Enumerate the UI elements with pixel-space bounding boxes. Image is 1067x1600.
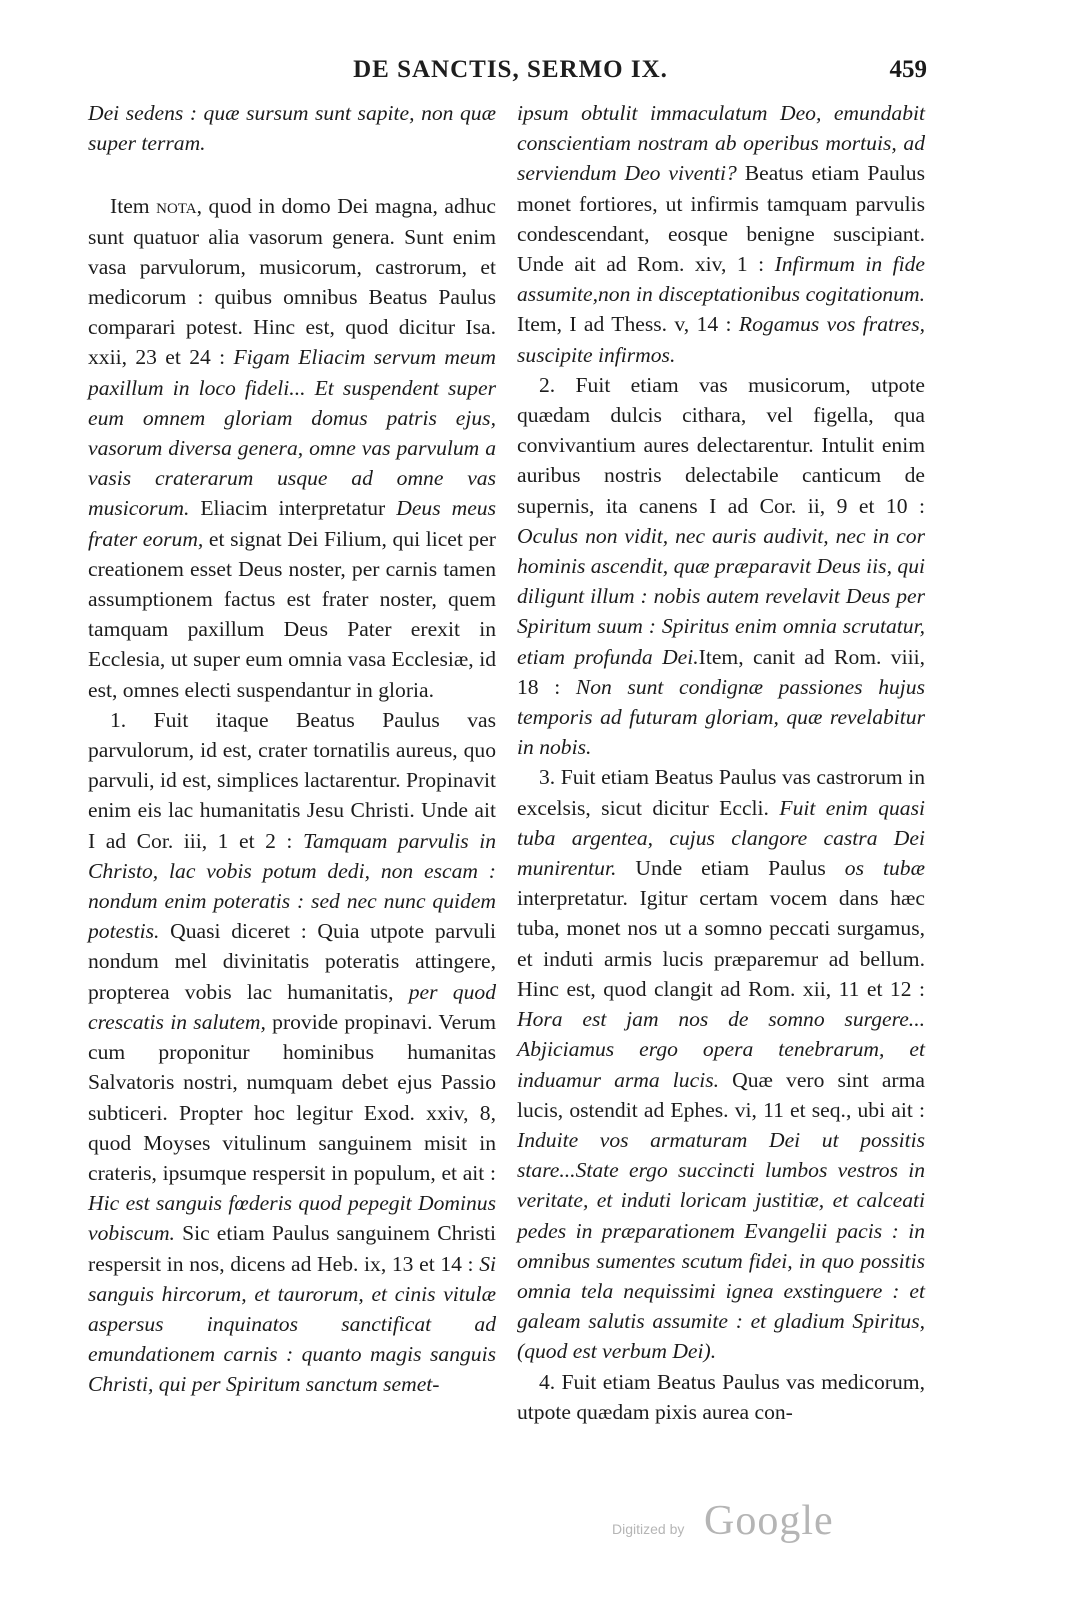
text-run: 3. Fuit etiam Beatus Paulus vas castrorum in excelsis, sicut dicitur Eccli. [517, 765, 925, 820]
text-run: Sic etiam Paulus sanguinem Christi respersit in nos, dicens ad Heb. ix, 13 et 14 : [88, 1221, 496, 1276]
text-run: Hic est sanguis fœderis quod pepegit Dominus vobiscum. [88, 1191, 496, 1246]
text-run: Item [110, 194, 157, 219]
text-run: Beatus etiam Paulus monet fortiores, ut infirmis tamquam parvulis condescendant, eosque benigne suscipiant. Unde ait ad Rom. xiv, 1 : [517, 161, 925, 277]
text-run: nota [156, 194, 197, 219]
text-run: Eliacim interpretatur [189, 496, 397, 521]
text-run: Si sanguis hircorum, et taurorum, et cinis vitulæ aspersus inquinatos sanctificat ad emundationem carnis : quanto magis sanguis Christi, qui per Spiritum sanctum semet- [88, 1251, 496, 1397]
text-run: interpretatur. Igitur certam vocem dans hæc tuba, monet nos ut a somno peccati surgamus, et induti armis lucis præparemur ad bellum. Hinc est, quod clangit ad Rom. xii, 11 et 12 : [517, 886, 925, 1001]
paragraph [517, 370, 925, 763]
digitized-by-label: Digitized by [612, 1521, 685, 1537]
paragraph [517, 98, 925, 370]
text-run: Deus meus frater eorum, [88, 496, 496, 551]
text-run: Item, canit ad Rom. viii, 18 : [517, 644, 925, 699]
text-run: Figam Eliacim servum meum paxillum in loco fideli... Et suspendent super eum omnem gloriam domus patris ejus, vasorum diversa genera, omne vas parvulum a vasis craterarum usque ad omne vas musicorum. [88, 345, 496, 521]
text-run: Oculus non vidit, nec auris audivit, nec in cor hominis ascendit, quæ præparavit Deus iis, qui diligunt illum : nobis autem revelavit Deus per Spiritum suum : Spiritus enim omnia scrutatur, etiam profunda Dei. [517, 523, 925, 669]
text-run: ipsum obtulit immaculatum Deo, emundabit conscientiam nostram ab operibus mortuis, ad serviendum Deo viventi? [517, 101, 925, 186]
right-column [517, 98, 925, 1427]
text-run: Dei sedens : quæ sursum sunt sapite, non quæ super terram. [88, 101, 496, 156]
paragraph [88, 98, 496, 158]
text-run: Quasi diceret : Quia utpote parvuli nondum mel divinitatis poteratis attingere, propterea vobis lac humanitatis, [88, 919, 496, 1004]
paragraph [88, 191, 496, 704]
text-run: provide propinavi. Verum cum proponitur hominibus humanitas Salvatoris nostri, numquam debet ejus Passio subticeri. Propter hoc legitur Exod. xxiv, 8, quod Moyses vitulinum sanguinem misit in crateris, ipsumque respersit in populum, et ait : [88, 1009, 496, 1185]
digitization-watermark [612, 1497, 852, 1557]
text-run: Hora est jam nos de somno surgere... Abjiciamus ergo opera tenebrarum, et induamur arma lucis. [517, 1007, 925, 1092]
running-head: DE SANCTIS, SERMO IX. [353, 56, 668, 83]
text-run: 1. Fuit itaque Beatus Paulus vas parvulorum, id est, crater tornatilis aureus, quo parvuli, id est, simplices lactarentur. Propinavit enim eis lac humanitatis Jesu Christi. Unde ait I ad Cor. iii, 1 et 2 : [88, 707, 496, 853]
text-run: 2. Fuit etiam vas musicorum, utpote quædam dulcis cithara, vel figella, qua convivantium aures delectarentur. Intulit enim auribus nostris delectabile canticum de supernis, ita canens I ad Cor. ii, 9 et 10 : [517, 372, 925, 518]
paragraph [88, 705, 496, 1400]
page-header [88, 52, 933, 92]
text-run: , quod in domo Dei magna, adhuc sunt quatuor alia vasorum genera. Sunt enim vasa parvulorum, musicorum, castrorum, et medicorum : quibus omnibus Beatus Paulus comparari potest. Hinc est, quod dicitur Isa. xxii, 23 et 24 : [88, 194, 496, 370]
text-run: Item, I ad Thess. v, 14 : [517, 312, 739, 337]
text-run: Induite vos armaturam Dei ut possitis stare...State ergo succincti lumbos vestros in veritate, et induti loricam justitiæ, et calceati pedes in præparationem Evangelii pacis : in omnibus sumentes scutum fidei, in quo possitis omnia tela nequissimi ignea exstinguere : et galeam salutis assumite : et gladium Spiritus, (quod est verbum Dei). [517, 1127, 925, 1364]
text-run: per quod crescatis in salutem, [88, 979, 496, 1034]
paragraph [517, 762, 925, 1366]
page-number: 459 [889, 56, 927, 83]
text-run: 4. Fuit etiam Beatus Paulus vas medicorum, utpote quædam pixis aurea con- [517, 1369, 925, 1424]
text-run: et signat Dei Filium, qui licet per creationem esset Deus noster, per carnis tamen assumptionem factus est frater noster, quem tamquam paxillum Deus Pater erexit in Ecclesia, ut super eum omnia vasa Ecclesiæ, id est, omnes electi suspendantur in gloria. [88, 526, 496, 702]
text-run: Rogamus vos fratres, suscipite infirmos. [517, 312, 925, 367]
text-run: Unde etiam Paulus [616, 856, 845, 881]
text-run: Fuit enim quasi tuba argentea, cujus clangore castra Dei munirentur. [517, 795, 925, 881]
left-column [88, 98, 496, 1400]
text-run: Quæ vero sint arma lucis, ostendit ad Ephes. vi, 11 et seq., ubi ait : [517, 1067, 925, 1122]
google-logo: Google [704, 1498, 834, 1544]
text-run: Non sunt condignæ passiones hujus temporis ad futuram gloriam, quæ revelabitur in nobis. [517, 674, 925, 760]
text-run: Infirmum in fide assumite,non in disceptationibus cogitationum. [517, 252, 925, 307]
paragraph [517, 1367, 925, 1427]
text-run: os tubæ [844, 856, 925, 881]
text-run: Tamquam parvulis in Christo, lac vobis potum dedi, non escam : nondum enim poteratis : sed nec nunc quidem potestis. [88, 828, 497, 944]
